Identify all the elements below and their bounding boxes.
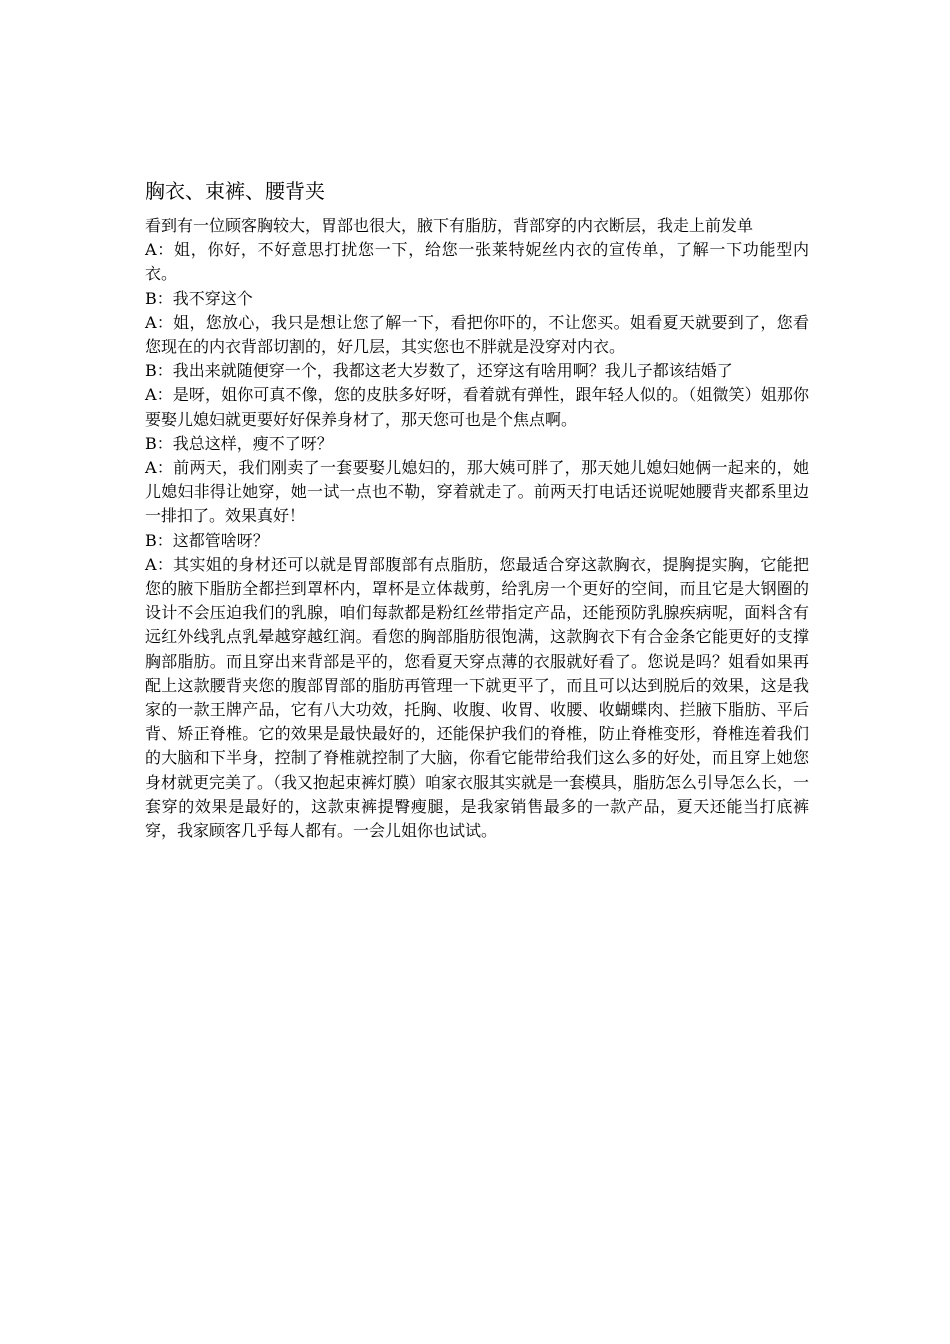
paragraph-intro: 看到有一位顾客胸较大，胃部也很大，腋下有脂肪，背部穿的内衣断层，我走上前发单 — [145, 216, 754, 235]
document-body — [145, 214, 809, 843]
paragraph-dialogue: A：其实姐的身材还可以就是胃部腹部有点脂肪，您最适合穿这款胸衣，提胸提实胸，它能把您的腋下脂肪全都拦到罩杯内，罩杯是立体裁剪，给乳房一个更好的空间，而且它是大钢圈的设计不会压迫我们的乳腺，咱们每款都是粉红丝带指定产品，还能预防乳腺疾病呢，面料含有远红外线乳点乳晕越穿越红润。看您的胸部脂肪很饱满，这款胸衣下有合金条它能更好的支撑胸部脂肪。而且穿出来背部是平的，您看夏天穿点薄的衣服就好看了。您说是吗？姐看如果再配上这款腰背夹您的腹部胃部的脂肪再管理一下就更平了，而且可以达到脱后的效果，这是我家的一款王牌产品，它有八大功效，托胸、收腹、收胃、收腰、收蝴蝶肉、拦腋下脂肪、平后背、矫正脊椎。它的效果是最快最好的，还能保护我们的脊椎，防止脊椎变形，脊椎连着我们的大脑和下半身，控制了脊椎就控制了大脑，你看它能带给我们这么多的好处，而且穿上她您身材就更完美了。（我又抱起束裤灯膜）咱家衣服其实就是一套模具，脂肪怎么引导怎么长，一套穿的效果是最好的，这款束裤提臀瘦腿，是我家销售最多的一款产品，夏天还能当打底裤穿，我家顾客几乎每人都有。一会儿姐你也试试。 — [145, 554, 810, 841]
paragraph-dialogue: B：我不穿这个 — [145, 288, 253, 308]
paragraph-dialogue: A：前两天，我们刚卖了一套要娶儿媳妇的，那大姨可胖了，那天她儿媳妇她俩一起来的，她儿媳妇非得让她穿，她一试一点也不勒，穿着就走了。前两天打电话还说呢她腰背夹都系里边一排扣了。效果真好！ — [145, 458, 809, 526]
document-title: 胸衣、束裤、腰背夹 — [145, 179, 325, 203]
paragraph-dialogue: A：姐，您放心，我只是想让您了解一下，看把你吓的，不让您买。姐看夏天就要到了，您看您现在的内衣背部切割的，好几层，其实您也不胖就是没穿对内衣。 — [145, 312, 809, 357]
paragraph-dialogue: B：我出来就随便穿一个，我都这老大岁数了，还穿这有啥用啊？我儿子都该结婚了 — [145, 361, 733, 381]
paragraph-dialogue: A：姐，你好，不好意思打扰您一下，给您一张莱特妮丝内衣的宣传单，了解一下功能型内衣。 — [145, 240, 809, 284]
paragraph-dialogue: B：我总这样，瘦不了呀？ — [145, 433, 333, 453]
paragraph-dialogue: B：这都管啥呀？ — [145, 530, 269, 550]
paragraph-dialogue: A：是呀，姐你可真不像，您的皮肤多好呀，看着就有弹性，跟年轻人似的。（姐微笑）姐那你要娶儿媳妇就更要好好保养身材了，那天您可也是个焦点啊。 — [145, 385, 809, 429]
document-page — [145, 176, 809, 843]
